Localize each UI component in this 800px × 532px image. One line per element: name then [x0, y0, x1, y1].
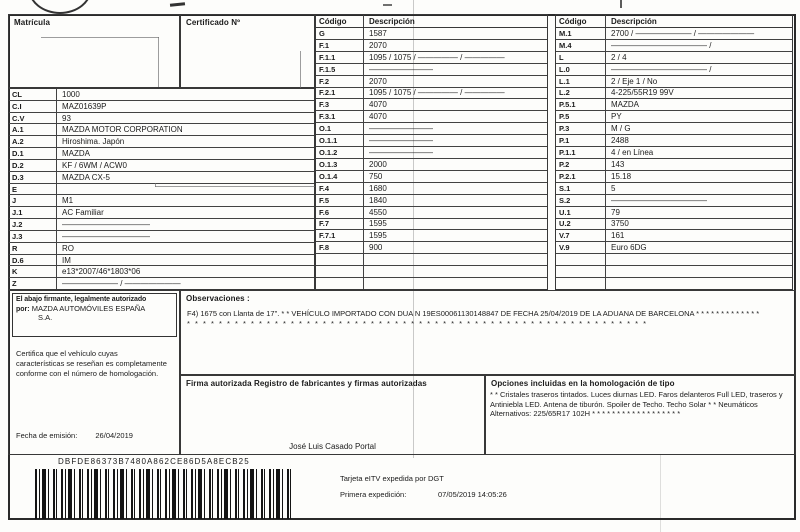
table-row — [556, 207, 792, 219]
value-cell: IM — [62, 255, 71, 265]
code-cell: F.1.1 — [316, 52, 364, 63]
table-row — [9, 113, 314, 125]
right-spec-rows — [556, 28, 792, 289]
right-spec-table — [555, 14, 793, 290]
certification-text: Certifica que el vehículo cuyas características se reseñan es completamente conforme con el número de homologación. — [16, 349, 167, 378]
code-cell: F.8 — [316, 242, 364, 253]
certificado-box — [180, 14, 315, 88]
table-row — [9, 172, 314, 184]
code-cell: S.2 — [556, 195, 606, 206]
signature-box-header: Firma autorizada Registro de fabricantes y firmas autorizadas — [186, 379, 427, 388]
code-cell: F.7.1 — [316, 230, 364, 241]
table-row — [556, 278, 792, 289]
code-cell: K — [9, 266, 57, 277]
table-row — [556, 230, 792, 242]
table-row — [556, 28, 792, 40]
table-row — [9, 101, 314, 113]
code-cell: M.4 — [556, 40, 606, 51]
value-cell: AC Familiar — [62, 208, 104, 218]
table-row — [556, 99, 792, 111]
issue-date-value: 26/04/2019 — [95, 431, 133, 440]
table-row — [9, 124, 314, 136]
table-row — [556, 254, 792, 266]
value-cell: ———————————— — [611, 195, 707, 205]
code-cell: F.7 — [316, 219, 364, 230]
redaction-line — [41, 37, 159, 38]
declarant-title-line1: El abajo firmante, legalmente autorizado — [16, 296, 147, 303]
code-cell: O.1.4 — [316, 171, 364, 182]
value-cell: Euro 6DG — [611, 243, 647, 253]
value-cell: MAZ01639P — [62, 101, 107, 111]
table-row — [556, 183, 792, 195]
table-row — [9, 89, 314, 101]
table-row — [556, 171, 792, 183]
table-row — [316, 242, 547, 254]
table-row — [556, 147, 792, 159]
value-cell: 4 / en Línea — [611, 148, 654, 158]
table-row — [556, 123, 792, 135]
value-cell: MAZDA MOTOR CORPORATION — [62, 125, 183, 135]
middle-spec-rows — [316, 28, 547, 289]
declarant-company2: S.A. — [38, 313, 53, 322]
value-cell: 161 — [611, 231, 625, 241]
value-cell: 1595 — [369, 219, 387, 229]
code-cell: J.1 — [9, 207, 57, 218]
table-row — [316, 207, 547, 219]
value-cell — [606, 254, 792, 265]
table-row — [556, 52, 792, 64]
table-row — [316, 195, 547, 207]
value-cell: MAZDA — [62, 149, 90, 159]
value-cell: 4070 — [369, 112, 387, 122]
table-row — [556, 159, 792, 171]
middle-table-header — [316, 15, 547, 28]
observations-asterisks: * * * * * * * * * * * * * * * * * * * * * * * * * * * * * * * * * * * * * * * * * * * * * * * * * * * * * * * * * * — [187, 319, 648, 328]
pen-dash-artifact — [170, 2, 185, 7]
scan-tick-artifact — [620, 0, 622, 8]
code-cell: F.2 — [316, 76, 364, 87]
value-cell: KF / 6WM / ACW0 — [62, 160, 127, 170]
declarant-company: MAZDA AUTOMÓVILES ESPAÑA — [31, 304, 146, 313]
code-cell: O.1.1 — [316, 135, 364, 146]
stamp-arc-artifact — [28, 0, 92, 14]
code-cell: F.4 — [316, 183, 364, 194]
value-cell — [606, 266, 792, 277]
code-cell: L.1 — [556, 76, 606, 87]
declarant-title-line2: por: — [16, 306, 30, 313]
code-cell: L.2 — [556, 88, 606, 99]
value-cell: MAZDA — [611, 100, 639, 110]
value-cell: PY — [611, 112, 622, 122]
value-cell: 1680 — [369, 183, 387, 193]
value-cell: 15.18 — [611, 171, 632, 181]
code-cell — [316, 254, 364, 265]
barcode — [35, 469, 291, 519]
value-cell: M1 — [62, 196, 74, 206]
table-row — [316, 147, 547, 159]
table-row — [556, 88, 792, 100]
options-box — [485, 375, 796, 455]
table-row — [316, 76, 547, 88]
code-cell: P.1 — [556, 135, 606, 146]
value-cell: ———————— — [369, 148, 433, 158]
table-row — [316, 171, 547, 183]
value-cell: 3750 — [611, 219, 629, 229]
value-cell: 2070 — [369, 40, 387, 50]
value-cell: ———————— — [369, 136, 433, 146]
table-row — [9, 195, 314, 207]
codigo-header: Código — [316, 15, 364, 27]
table-row — [556, 64, 792, 76]
code-cell: O.1.3 — [316, 159, 364, 170]
table-row — [9, 243, 314, 255]
code-cell: F.2.1 — [316, 88, 364, 99]
value-cell: 79 — [611, 207, 620, 217]
code-cell: L.0 — [556, 64, 606, 75]
table-row — [9, 148, 314, 160]
code-cell: U.2 — [556, 219, 606, 230]
value-cell: 143 — [611, 159, 625, 169]
first-issuance-label: Primera expedición: — [340, 490, 407, 499]
code-cell: C.V — [9, 113, 57, 124]
value-cell: ———————— — [369, 64, 433, 74]
table-row — [556, 111, 792, 123]
table-row — [316, 159, 547, 171]
code-cell: J.3 — [9, 231, 57, 242]
value-cell: ——————————— — [62, 231, 150, 241]
code-cell: L — [556, 52, 606, 63]
value-cell: 1095 / 1075 / ————— / ————— — [369, 88, 505, 98]
code-cell — [556, 254, 606, 265]
code-cell: C.I — [9, 101, 57, 112]
left-spec-table — [8, 88, 315, 290]
table-row — [316, 219, 547, 231]
table-row — [316, 88, 547, 100]
table-row — [556, 195, 792, 207]
value-cell: 1595 — [369, 231, 387, 241]
code-cell: P.5.1 — [556, 99, 606, 110]
table-row — [316, 123, 547, 135]
table-row — [556, 266, 792, 278]
table-row — [316, 230, 547, 242]
code-cell: F.5 — [316, 195, 364, 206]
value-cell: ——————— / ——————— — [62, 279, 181, 289]
value-cell: 750 — [369, 171, 383, 181]
code-cell: P.5 — [556, 111, 606, 122]
table-row — [556, 135, 792, 147]
code-cell: P.1.1 — [556, 147, 606, 158]
code-cell: D.6 — [9, 255, 57, 266]
redaction-line — [158, 37, 159, 87]
code-cell — [316, 266, 364, 277]
value-cell: 1095 / 1075 / ————— / ————— — [369, 52, 505, 62]
table-row — [556, 40, 792, 52]
code-cell: E — [9, 184, 57, 195]
value-cell: 1587 — [369, 28, 387, 38]
code-cell: D.3 — [9, 172, 57, 183]
code-cell — [556, 278, 606, 289]
matricula-box — [8, 14, 180, 88]
value-cell: 93 — [62, 113, 71, 123]
code-cell: V.7 — [556, 230, 606, 241]
value-cell: MAZDA CX-5 — [62, 172, 111, 182]
value-cell — [606, 278, 792, 289]
code-cell: P.2.1 — [556, 171, 606, 182]
certificado-label: Certificado Nº — [186, 18, 241, 27]
code-cell: F.3 — [316, 99, 364, 110]
signer-name: José Luis Casado Portal — [289, 442, 376, 451]
matricula-label: Matrícula — [14, 18, 51, 27]
code-cell: O.1.2 — [316, 147, 364, 158]
table-row — [316, 99, 547, 111]
value-cell — [364, 254, 547, 265]
code-cell: U.1 — [556, 207, 606, 218]
table-row — [9, 184, 314, 196]
code-cell — [556, 266, 606, 277]
table-row — [556, 242, 792, 254]
descripcion-header: Descripción — [369, 16, 415, 26]
observations-label: Observaciones : — [186, 294, 250, 303]
code-cell: P.3 — [556, 123, 606, 134]
table-row — [9, 207, 314, 219]
code-cell: R — [9, 243, 57, 254]
table-row — [9, 160, 314, 172]
value-cell: ——————————— — [62, 220, 150, 230]
value-cell: ———————— — [369, 124, 433, 134]
table-row — [556, 76, 792, 88]
options-box-header: Opciones incluidas en la homologación de tipo — [491, 379, 675, 388]
value-cell: ———————————— / — [611, 64, 712, 74]
code-cell: CL — [9, 89, 57, 100]
value-cell: 1000 — [62, 89, 80, 99]
table-row — [316, 52, 547, 64]
middle-spec-table — [315, 14, 548, 290]
options-text: * * Cristales traseros tintados. Luces diurnas LED. Faros delanteros Full LED, traseros y Antiniebla LED. Antena de tiburón. Spoiler de Techo. Techo Solar * * Neumáticos Alternativos: 225/65R17 102H * * * * * * * * * * * * * * * * * * — [490, 390, 783, 418]
table-row — [9, 219, 314, 231]
value-cell: 4550 — [369, 207, 387, 217]
code-cell: F.3.1 — [316, 111, 364, 122]
declarant-title-box — [12, 293, 177, 337]
value-cell: 2 / Eje 1 / No — [611, 76, 658, 86]
table-row — [316, 40, 547, 52]
code-cell: J.2 — [9, 219, 57, 230]
value-cell: 1840 — [369, 195, 387, 205]
code-cell: J — [9, 195, 57, 206]
table-row — [316, 266, 547, 278]
issue-date-row — [16, 431, 133, 440]
signature-box — [180, 375, 485, 455]
table-row — [9, 231, 314, 243]
value-cell: 5 — [611, 183, 616, 193]
code-cell: A.1 — [9, 124, 57, 135]
table-row — [316, 278, 547, 289]
redaction-line — [300, 51, 301, 88]
table-row — [316, 64, 547, 76]
table-row — [316, 135, 547, 147]
value-cell — [57, 184, 314, 195]
table-row — [9, 278, 314, 289]
table-row — [316, 254, 547, 266]
declarant-box — [8, 290, 180, 455]
code-cell: O.1 — [316, 123, 364, 134]
table-row — [9, 255, 314, 267]
value-cell: 2 / 4 — [611, 52, 627, 62]
table-row — [9, 266, 314, 278]
left-spec-rows — [9, 89, 314, 289]
value-cell: RO — [62, 243, 74, 253]
code-cell: P.2 — [556, 159, 606, 170]
codigo-header: Código — [556, 15, 606, 27]
code-cell: Z — [9, 278, 57, 289]
value-cell: 4070 — [369, 100, 387, 110]
declarant-company-line — [16, 304, 173, 313]
table-row — [316, 111, 547, 123]
value-cell: e13*2007/46*1803*06 — [62, 267, 141, 277]
code-cell: F.1.5 — [316, 64, 364, 75]
table-row — [316, 183, 547, 195]
value-cell: 2070 — [369, 76, 387, 86]
barcode-text: DBFDE86373B7480A862CE86D5A8ECB25 — [58, 457, 250, 466]
first-issuance-value: 07/05/2019 14:05:26 — [438, 490, 507, 499]
code-cell: D.2 — [9, 160, 57, 171]
code-cell: M.1 — [556, 28, 606, 39]
value-cell — [364, 278, 547, 289]
issuance-line1: Tarjeta eITV expedida por DGT — [340, 474, 444, 483]
value-cell: 2700 / ——————— / ——————— — [611, 28, 755, 38]
code-cell: F.6 — [316, 207, 364, 218]
value-cell: 900 — [369, 243, 383, 253]
issue-date-label: Fecha de emisión: — [16, 431, 78, 440]
table-row — [556, 219, 792, 231]
table-row — [316, 28, 547, 40]
pen-dot-artifact — [383, 4, 392, 6]
descripcion-header: Descripción — [611, 16, 657, 26]
value-cell: 2488 — [611, 136, 629, 146]
value-cell: M / G — [611, 124, 631, 134]
value-cell — [364, 266, 547, 277]
table-row — [9, 136, 314, 148]
right-table-header — [556, 15, 792, 28]
value-cell: Hiroshima. Japón — [62, 137, 125, 147]
code-cell: S.1 — [556, 183, 606, 194]
value-cell: 4-225/55R19 99V — [611, 88, 674, 98]
observations-text: F4) 1675 con Llanta de 17". * * VEHÍCULO IMPORTADO CON DUA N 19ES00061130148847 DE FECHA 25/04/2019 DE LA ADUANA DE BARCELONA * * * * * * * * * * * * * — [187, 309, 760, 318]
code-cell: A.2 — [9, 136, 57, 147]
code-cell: V.9 — [556, 242, 606, 253]
value-cell: ———————————— / — [611, 40, 712, 50]
code-cell: D.1 — [9, 148, 57, 159]
code-cell: G — [316, 28, 364, 39]
observations-box — [180, 290, 796, 375]
value-cell: 2000 — [369, 159, 387, 169]
code-cell — [316, 278, 364, 289]
code-cell: F.1 — [316, 40, 364, 51]
